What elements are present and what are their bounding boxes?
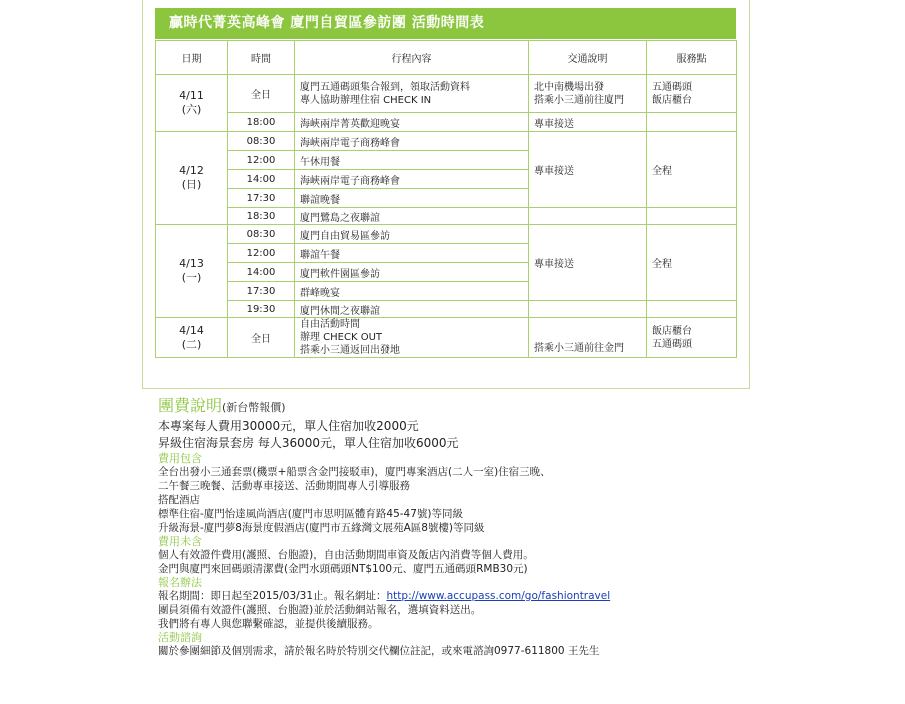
date-cell: 4/13 (一) [156, 225, 228, 318]
included-heading: 費用包含 [158, 452, 202, 465]
schedule-table [155, 40, 737, 358]
included-line: 升級海景-廈門夢8海景度假酒店(廈門市五緣灣文展苑A區8號樓)等同級 [158, 522, 485, 534]
time-cell: 08:30 [228, 132, 295, 151]
price-line: 昇級住宿海景套房 每人36000元，單人住宿加收6000元 [158, 436, 459, 450]
header-time: 時間 [228, 41, 295, 75]
fee-info [158, 396, 738, 658]
table-row [156, 301, 737, 318]
included-line: 搭配酒店 [158, 494, 200, 506]
signup-line: 我們將有專人與您聯繫確認，並提供後續服務。 [158, 618, 379, 630]
excluded-line: 個人有效證件費用(護照、台胞證)，自由活動期間車資及飯店內消費等個人費用。 [158, 549, 534, 561]
header-content: 行程內容 [295, 41, 529, 75]
contact-line: 關於參團細節及個別需求，請於報名時於特別交代欄位註記，或來電諮詢0977-611800 王先生 [158, 645, 600, 657]
service-cell: 飯店櫃台 五通碼頭 [647, 318, 737, 358]
date-cell: 4/12 (日) [156, 132, 228, 225]
content-cell: 廈門軟件園區參訪 [295, 263, 529, 282]
time-cell: 18:00 [228, 113, 295, 132]
included-line: 全台出發小三通套票(機票+船票含金門接駁車)，廈門專案酒店(二人一室)住宿三晚、 [158, 466, 551, 478]
header-date: 日期 [156, 41, 228, 75]
signup-line: 報名期間：即日起至2015/03/31止。報名網址：http://www.accupass.com/go/fashiontravel [158, 590, 611, 602]
table-header-row [156, 41, 737, 75]
time-cell: 19:30 [228, 301, 295, 318]
service-cell: 全程 [647, 132, 737, 208]
content-cell: 午休用餐 [295, 151, 529, 170]
content-cell: 廈門鷺島之夜聯誼 [295, 208, 529, 225]
time-cell: 12:00 [228, 244, 295, 263]
transport-cell: 專車接送 [529, 113, 647, 132]
excluded-line: 金門與廈門來回碼頭清潔費(金門水頭碼頭NT$100元、廈門五通碼頭RMB30元) [158, 563, 528, 575]
page-content [142, 0, 750, 704]
schedule-card [142, 0, 750, 389]
time-cell: 17:30 [228, 189, 295, 208]
date-cell: 4/14 (二) [156, 318, 228, 358]
transport-cell [529, 208, 647, 225]
content-cell: 自由活動時間 辦理 CHECK OUT 搭乘小三通返回出發地 [295, 318, 529, 358]
time-cell: 08:30 [228, 225, 295, 244]
content-cell: 海峽兩岸電子商務峰會 [295, 170, 529, 189]
content-cell: 聯誼午餐 [295, 244, 529, 263]
schedule-title: 贏時代菁英高峰會 廈門自貿區參訪團 活動時間表 [155, 8, 736, 39]
table-row [156, 75, 737, 113]
time-cell: 全日 [228, 75, 295, 113]
table-row [156, 225, 737, 244]
signup-line: 團員須備有效證件(護照、台胞證)並於活動網站報名，選填資料送出。 [158, 604, 482, 616]
service-cell: 全程 [647, 225, 737, 301]
price-line: 本專案每人費用30000元，單人住宿加收2000元 [158, 419, 419, 433]
transport-cell: 專車接送 [529, 132, 647, 208]
header-service: 服務點 [647, 41, 737, 75]
signup-heading: 報名辦法 [158, 576, 202, 589]
content-cell: 海峽兩岸電子商務峰會 [295, 132, 529, 151]
content-cell: 廈門自由貿易區參訪 [295, 225, 529, 244]
time-cell: 18:30 [228, 208, 295, 225]
table-row [156, 132, 737, 151]
time-cell: 全日 [228, 318, 295, 358]
transport-cell: 搭乘小三通前往金門 [529, 318, 647, 358]
signup-link[interactable]: http://www.accupass.com/go/fashiontravel [386, 590, 611, 602]
service-cell [647, 208, 737, 225]
content-cell: 海峽兩岸菁英歡迎晚宴 [295, 113, 529, 132]
time-cell: 14:00 [228, 263, 295, 282]
transport-cell [529, 301, 647, 318]
content-cell: 聯誼晚餐 [295, 189, 529, 208]
header-transport: 交通說明 [529, 41, 647, 75]
content-cell: 群峰晚宴 [295, 282, 529, 301]
content-cell: 廈門五通碼頭集合報到，領取活動資料 專人協助辦理住宿 CHECK IN [295, 75, 529, 113]
table-row [156, 208, 737, 225]
contact-heading: 活動諮詢 [158, 631, 202, 644]
excluded-heading: 費用未含 [158, 535, 202, 548]
transport-cell: 專車接送 [529, 225, 647, 301]
service-cell [647, 301, 737, 318]
service-cell [647, 113, 737, 132]
table-row [156, 318, 737, 358]
time-cell: 14:00 [228, 170, 295, 189]
transport-cell: 北中南機場出發 搭乘小三通前往廈門 [529, 75, 647, 113]
fee-heading: 團費說明(新台幣報價) [158, 396, 286, 415]
time-cell: 17:30 [228, 282, 295, 301]
included-line: 二午餐三晚餐、活動專車接送、活動期間專人引導服務 [158, 480, 410, 492]
content-cell: 廈門休閒之夜聯誼 [295, 301, 529, 318]
service-cell: 五通碼頭 飯店櫃台 [647, 75, 737, 113]
included-line: 標準住宿-廈門怡達風尚酒店(廈門市思明區體育路45-47號)等同級 [158, 508, 463, 520]
table-row [156, 113, 737, 132]
time-cell: 12:00 [228, 151, 295, 170]
date-cell: 4/11 (六) [156, 75, 228, 132]
